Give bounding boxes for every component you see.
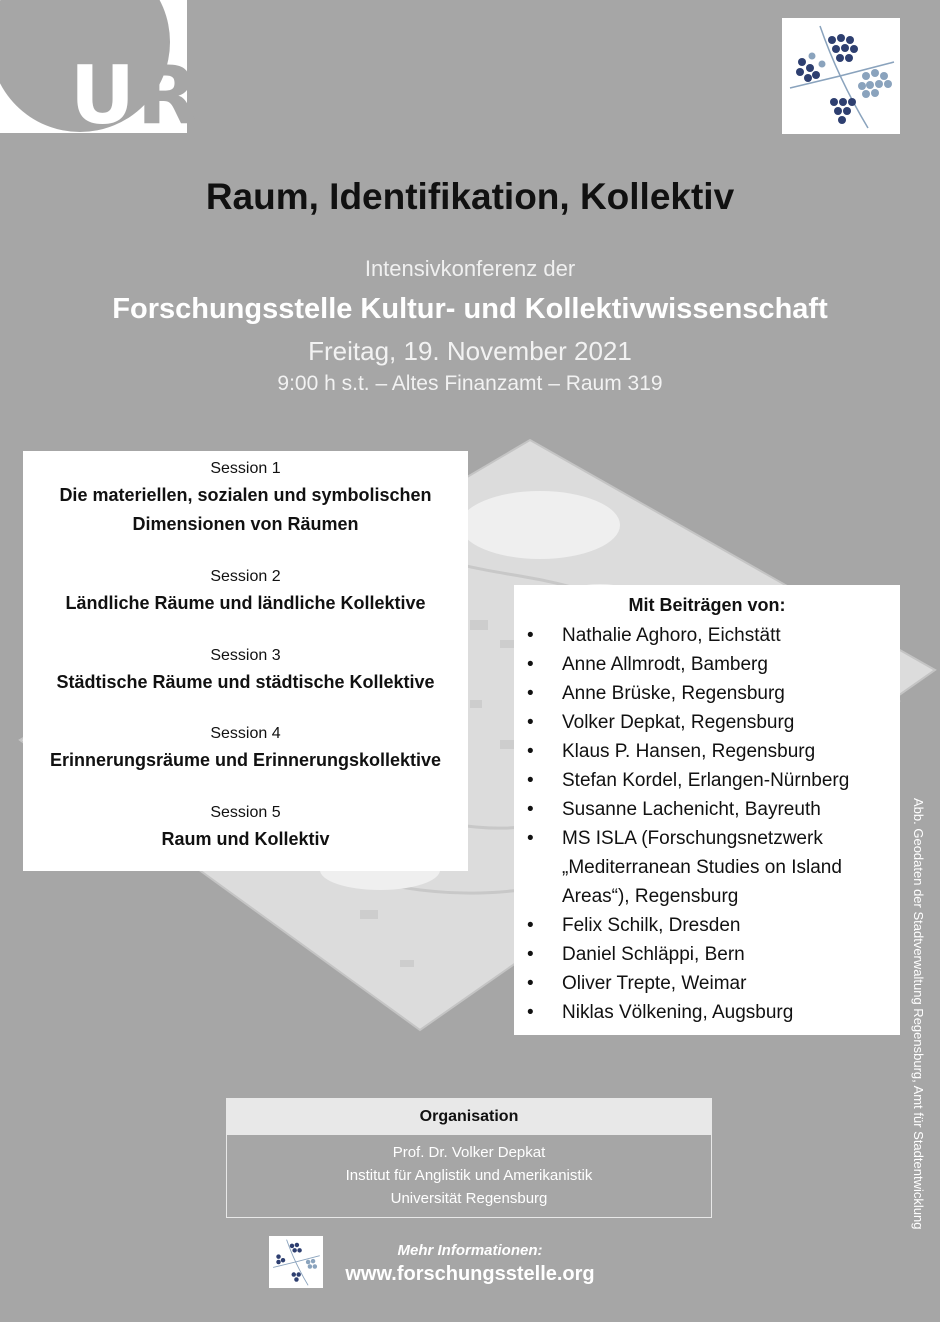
session-3 [23, 644, 468, 697]
more-info-label: Mehr Informationen: [397, 1242, 543, 1259]
bullet-icon: • [527, 683, 534, 704]
session-title: Dimensionen von Räumen [132, 514, 359, 534]
conference-type: Intensivkonferenz der [364, 256, 576, 281]
contributors-heading: Mit Beiträgen von: [628, 595, 786, 615]
list-item [514, 650, 900, 679]
bullet-icon: • [527, 654, 534, 675]
session-label: Session 1 [210, 460, 281, 477]
contributor-name: Felix Schilk, Dresden [562, 915, 741, 936]
session-1 [23, 457, 468, 539]
session-label: Session 2 [210, 568, 281, 585]
contributor-name: Areas“), Regensburg [562, 886, 739, 907]
website-link[interactable]: www.forschungsstelle.org [345, 1263, 595, 1285]
contributor-name: Nathalie Aghoro, Eichstätt [562, 625, 781, 646]
bullet-icon: • [527, 973, 534, 994]
list-item [514, 708, 900, 737]
page-title: Raum, Identifikation, Kollektiv [205, 176, 735, 217]
contributor-name: Klaus P. Hansen, Regensburg [562, 741, 816, 762]
list-item [514, 998, 900, 1027]
list-item [514, 737, 900, 766]
bullet-icon: • [527, 1002, 534, 1023]
image-credit [906, 798, 930, 1298]
bullet-icon: • [527, 799, 534, 820]
organisation-line: Institut für Anglistik und Amerikanistik [345, 1167, 593, 1184]
list-item [514, 824, 900, 911]
bullet-icon: • [527, 741, 534, 762]
session-2 [23, 565, 468, 618]
contributor-name: Oliver Trepte, Weimar [562, 973, 747, 994]
event-date: Freitag, 19. November 2021 [308, 336, 632, 366]
contributors-list [514, 621, 900, 1027]
contributor-name: Volker Depkat, Regensburg [562, 712, 795, 733]
session-title: Die materiellen, sozialen und symbolischen [59, 485, 432, 505]
dots-cluster-icon [782, 18, 900, 134]
session-title: Ländliche Räume und ländliche Kollektive [65, 593, 426, 613]
contributor-name: Anne Brüske, Regensburg [562, 683, 785, 704]
list-item [514, 940, 900, 969]
bullet-icon: • [527, 712, 534, 733]
contributor-name: Stefan Kordel, Erlangen-Nürnberg [562, 770, 850, 791]
bullet-icon: • [527, 944, 534, 965]
session-4 [23, 722, 468, 775]
organisation-details [227, 1141, 711, 1210]
list-item [514, 766, 900, 795]
session-label: Session 3 [210, 647, 281, 664]
contributor-name: MS ISLA (Forschungsnetzwerk [562, 828, 823, 849]
session-5 [23, 801, 468, 854]
contributor-name: Susanne Lachenicht, Bayreuth [562, 799, 821, 820]
sessions-panel [23, 451, 468, 871]
organisation-heading: Organisation [227, 1099, 711, 1135]
bullet-icon: • [527, 828, 534, 849]
session-label: Session 5 [210, 804, 281, 821]
image-credit-text: Abb. Geodaten der Stadtverwaltung Regensburg, Amt für Stadtentwicklung [911, 798, 926, 1230]
session-title: Raum und Kollektiv [161, 829, 330, 849]
contributors-panel [514, 585, 900, 1035]
organisation-line: Prof. Dr. Volker Depkat [392, 1144, 546, 1161]
session-title: Städtische Räume und städtische Kollektive [56, 672, 435, 692]
bullet-icon: • [527, 625, 534, 646]
list-item [514, 621, 900, 650]
bullet-icon: • [527, 915, 534, 936]
list-item [514, 795, 900, 824]
session-label: Session 4 [210, 725, 281, 742]
contributor-name: Daniel Schläppi, Bern [562, 944, 745, 965]
list-item [514, 911, 900, 940]
organisation-line: Universität Regensburg [390, 1190, 548, 1207]
contributor-name: „Mediterranean Studies on Island [562, 857, 842, 878]
bullet-icon: • [527, 770, 534, 791]
university-logo [0, 0, 201, 142]
logo-lettering: UR [70, 49, 201, 142]
organizer-name: Forschungsstelle Kultur- und Kollektivwissenschaft [112, 293, 828, 325]
list-item [514, 679, 900, 708]
session-title: Erinnerungsräume und Erinnerungskollektive [49, 750, 442, 770]
event-venue: 9:00 h s.t. – Altes Finanzamt – Raum 319 [277, 372, 663, 395]
list-item [514, 969, 900, 998]
organisation-box [226, 1098, 712, 1218]
contributor-name: Anne Allmrodt, Bamberg [562, 654, 768, 675]
contributor-name: Niklas Völkening, Augsburg [562, 1002, 794, 1023]
